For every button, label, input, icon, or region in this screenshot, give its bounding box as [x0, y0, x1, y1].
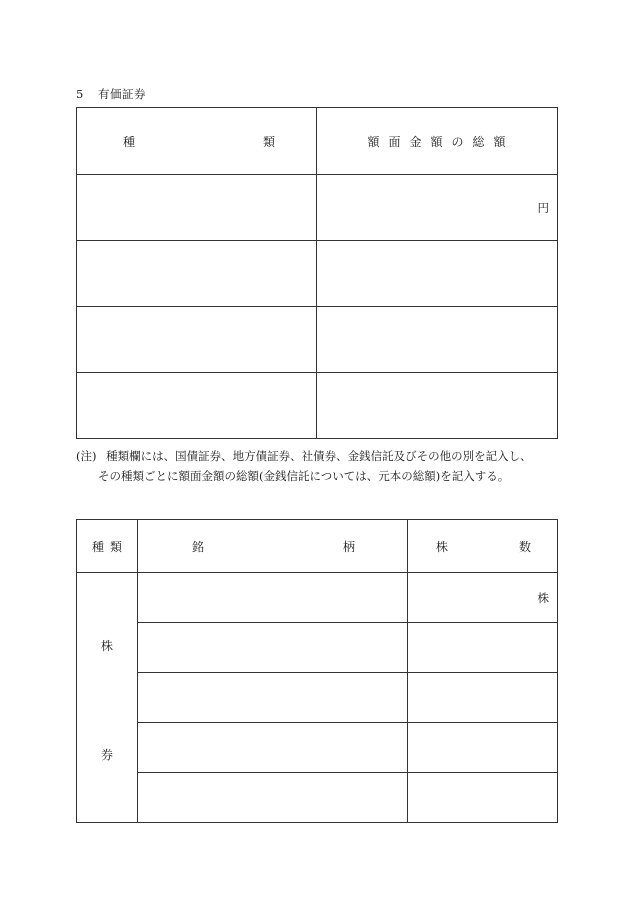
amount-cell[interactable] — [317, 241, 558, 307]
kind-cell[interactable] — [77, 175, 317, 241]
shares-cell[interactable] — [408, 673, 558, 723]
note-line-1: 種類欄には、国債証券、地方債証券、社債券、金銭信託及びその他の別を記入し、 — [106, 449, 532, 463]
stock-kind-char-1: 株 — [100, 639, 113, 653]
shares-cell[interactable] — [408, 623, 558, 673]
table-header-row — [77, 108, 558, 175]
stock-kind-char-2: 券 — [100, 748, 113, 762]
table-row — [77, 623, 558, 673]
header-kind — [77, 108, 317, 175]
table-row — [77, 773, 558, 823]
table-row — [77, 307, 558, 373]
table-header-row — [77, 520, 558, 573]
shares-cell[interactable] — [408, 723, 558, 773]
note — [76, 446, 532, 486]
amount-cell[interactable] — [317, 373, 558, 439]
section-number: 5 — [76, 87, 84, 101]
header-shares — [408, 520, 558, 573]
header-kind-char-2: 類 — [262, 134, 275, 149]
kind-cell[interactable] — [77, 373, 317, 439]
amount-cell[interactable] — [317, 307, 558, 373]
shares-cell[interactable] — [408, 773, 558, 823]
header-shares-char-1: 株 — [436, 539, 449, 554]
amount-cell[interactable] — [317, 175, 558, 241]
table-row — [77, 373, 558, 439]
kind-cell[interactable] — [77, 241, 317, 307]
header-shares-char-2: 数 — [518, 539, 531, 554]
header-brand — [138, 520, 408, 573]
header-brand-char-1: 銘 — [192, 539, 205, 554]
header-kind-label: 種類 — [91, 539, 128, 554]
note-label: (注) — [76, 449, 97, 463]
stock-kind-cell — [77, 573, 138, 823]
shares-unit: 株 — [537, 590, 549, 605]
table-row — [77, 241, 558, 307]
brand-cell[interactable] — [138, 623, 408, 673]
kind-cell[interactable] — [77, 307, 317, 373]
header-amount — [317, 108, 558, 175]
yen-unit: 円 — [537, 200, 549, 215]
brand-cell[interactable] — [138, 723, 408, 773]
table-row — [77, 723, 558, 773]
brand-cell[interactable] — [138, 673, 408, 723]
table-row — [77, 573, 558, 623]
brand-cell[interactable] — [138, 773, 408, 823]
note-line-2: その種類ごとに額面金額の総額(金銭信託については、元本の総額)を記入する。 — [98, 469, 510, 483]
stocks-table — [76, 519, 558, 823]
brand-cell[interactable] — [138, 573, 408, 623]
table-row — [77, 175, 558, 241]
header-kind — [77, 520, 138, 573]
header-amount-label: 額面金額の総額 — [367, 134, 515, 149]
header-kind-char-1: 種 — [123, 134, 136, 149]
section-heading — [76, 86, 146, 102]
table-row — [77, 673, 558, 723]
securities-table — [76, 107, 558, 439]
section-title: 有価証券 — [97, 87, 146, 101]
header-brand-char-2: 柄 — [342, 539, 355, 554]
shares-cell[interactable] — [408, 573, 558, 623]
